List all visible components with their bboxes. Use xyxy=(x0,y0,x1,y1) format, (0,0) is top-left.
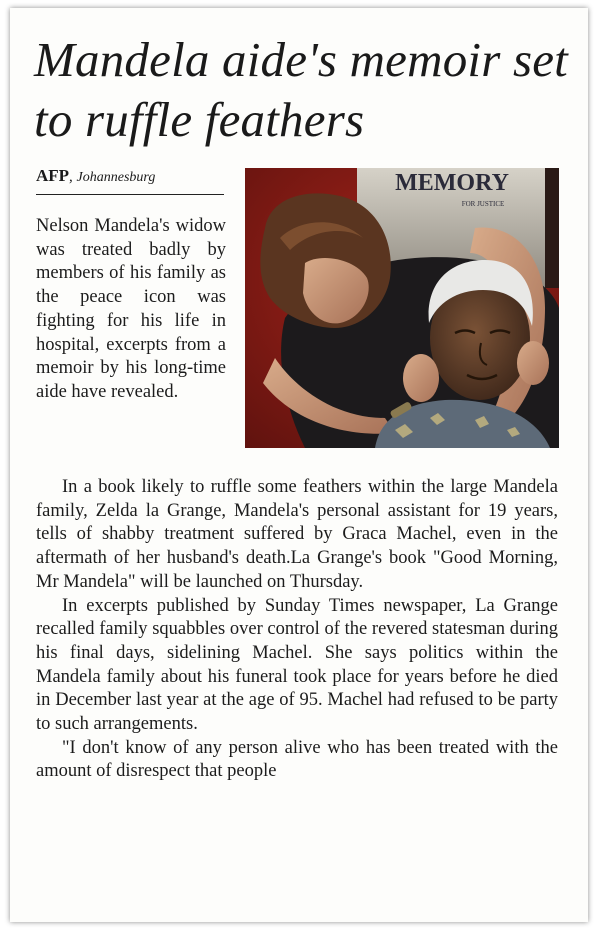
sign-subtitle: FOR JUSTICE xyxy=(461,200,505,208)
woman-hand-right xyxy=(517,341,549,385)
byline-agency: AFP xyxy=(36,166,70,185)
sign-title: MEMORY xyxy=(395,170,509,196)
photo-illustration xyxy=(245,168,559,448)
article-paragraph: In excerpts published by Sunday Times newspaper, La Grange recalled family squabbles over control of the revered statesman during his final days, sidelining Machel. She says politics within the Mandela family about his funeral took place for years before he died in December last year at the age of 95. Machel had refused to be party to such arrangements. xyxy=(36,595,558,735)
article-lead: Nelson Mandela's widow was treated badly by members of his family as the peace icon was fighting for his life in hospital, excerpts from a memoir by his long-time aide have revealed. xyxy=(36,216,226,402)
article-body xyxy=(36,476,558,784)
woman-hand-left xyxy=(403,354,439,402)
headline: Mandela aide's memoir set to ruffle feathers xyxy=(34,32,568,147)
byline xyxy=(36,166,224,195)
byline-location: Johannesburg xyxy=(76,170,156,185)
article-photo xyxy=(245,168,559,448)
byline-separator: , xyxy=(69,169,77,185)
article-paragraph: In a book likely to ruffle some feathers within the large Mandela family, Zelda la Grange, Mandela's personal assistant for 19 years, tells of shabby treatment suffered by Graca Machel, even in the aftermath of her husband's death.La Grange's book "Good Morning, Mr Mandela" will be launched on Thursday. xyxy=(36,477,558,592)
article-paragraph: "I don't know of any person alive who has been treated with the amount of disrespect that people xyxy=(36,737,558,782)
newspaper-clipping xyxy=(10,8,588,922)
